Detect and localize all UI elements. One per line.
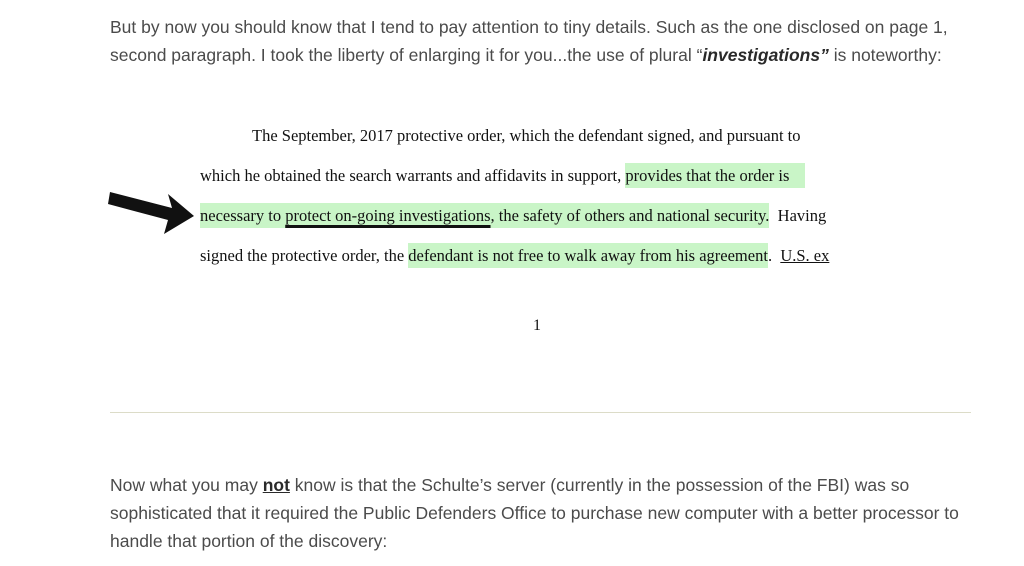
intro-line-1: But by now you should know that I tend to pay attention to tiny details. Such as the one disclosed on page 1, (110, 17, 948, 37)
excerpt-line-3-highlight-b: , the safety of others and national security. (491, 203, 770, 228)
outro-text-end: know is that the Schulte’s server (currently in the possession of the FBI) was so sophisticated that it required the Public Defenders Office to purchase new computer with a better processor to handle that portion of the discovery: (110, 475, 959, 551)
excerpt-line-2 (200, 166, 805, 186)
section-divider (110, 412, 971, 413)
excerpt-line-4-highlight: defendant is not free to walk away from his agreement (408, 243, 768, 268)
intro-line-2-start: second paragraph. I took the liberty of enlarging it for you...the use of plural “ (110, 45, 703, 65)
excerpt-line-3-text: Having (769, 206, 827, 225)
outro-paragraph (110, 471, 990, 555)
excerpt-citation: U.S. ex (780, 246, 830, 265)
intro-paragraph (110, 13, 990, 69)
intro-emphasis: investigations” (702, 45, 829, 65)
excerpt-line-2-text: which he obtained the search warrants and affidavits in support, (200, 166, 626, 185)
excerpt-line-4 (200, 246, 829, 266)
excerpt-line-1-text: The September, 2017 protective order, which the defendant signed, and pursuant to (252, 126, 801, 145)
excerpt-line-4-text: signed the protective order, the (200, 246, 409, 265)
excerpt-line-4-period: . (767, 246, 781, 265)
intro-line-2-end: is noteworthy: (828, 45, 942, 65)
excerpt-underlined-phrase: protect on-going investigations (285, 203, 490, 228)
excerpt-line-1 (252, 126, 801, 146)
arrow-right-icon (108, 186, 198, 236)
excerpt-line-3 (200, 206, 826, 226)
excerpt-line-3-highlight-a: necessary to (200, 203, 285, 228)
excerpt-line-2-highlight: provides that the order is (625, 163, 805, 188)
outro-emphasis-not: not (262, 475, 290, 495)
page-number: 1 (533, 317, 541, 334)
outro-text-start: Now what you may (110, 475, 263, 495)
